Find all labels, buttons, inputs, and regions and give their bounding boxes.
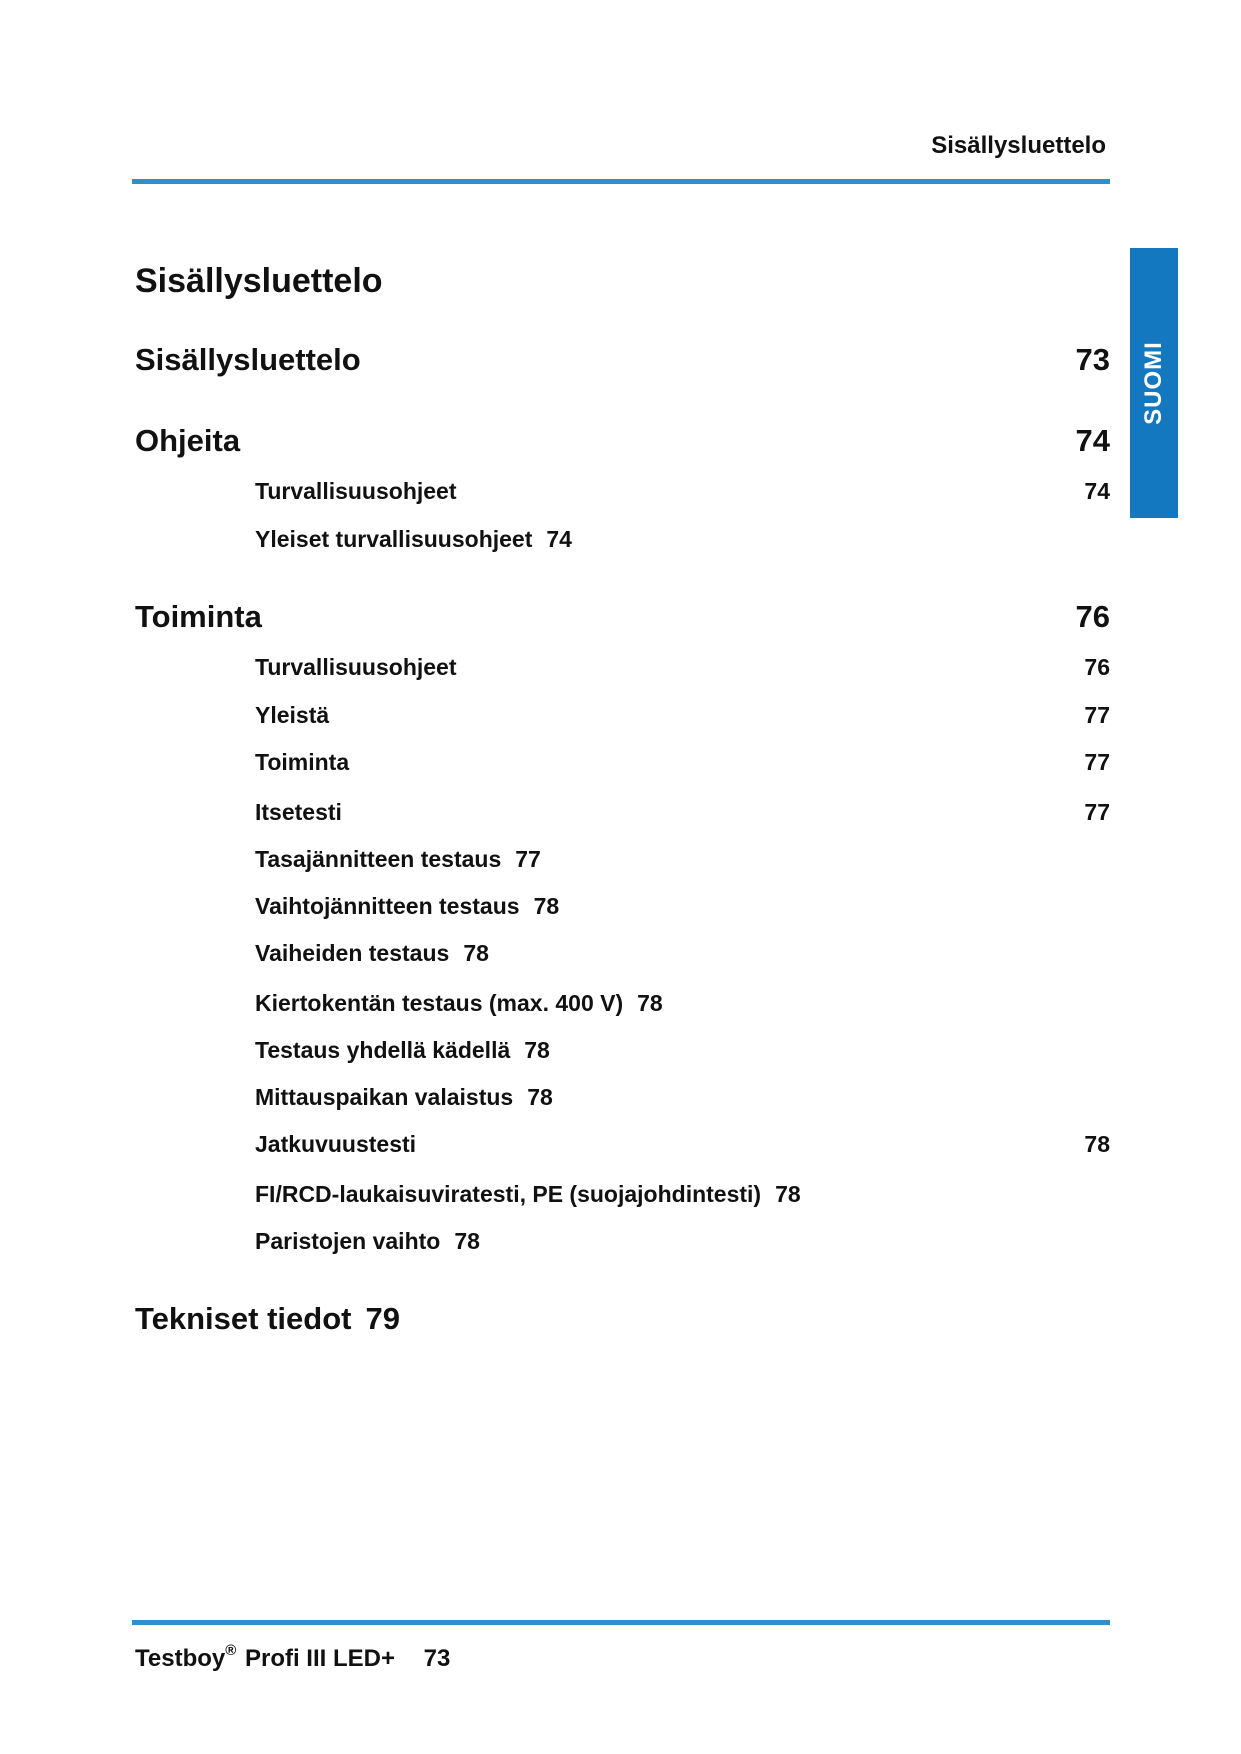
toc-entry[interactable] [135,1301,400,1337]
toc-entry-label: Vaiheiden testaus [255,940,450,966]
toc-entry[interactable] [255,1131,416,1158]
toc-entry-page: 77 [1084,749,1110,775]
toc-entry-label: Testaus yhdellä kädellä [255,1037,511,1063]
toc-entry-label: Sisällysluettelo [135,342,361,377]
toc-entry-label: FI/RCD-laukaisuviratesti, PE (suojajohdintesti) [255,1181,762,1207]
toc-entry-page: 74 [1075,423,1110,458]
toc-entry[interactable] [135,599,262,635]
toc-entry[interactable] [255,1181,801,1208]
toc-entry-page: 78 [775,1181,801,1207]
toc-entry-label: Turvallisuusohjeet [255,654,457,680]
language-tab-label: SUOMI [1140,341,1167,425]
toc-entry-page: 78 [527,1084,553,1110]
toc-entry-page: 77 [1084,799,1110,825]
header-rule [132,179,1110,184]
toc-entry-label: Yleistä [255,702,330,728]
toc-entry[interactable] [255,846,541,873]
toc-entry[interactable] [255,1037,550,1064]
toc-entry-page: 77 [515,846,541,872]
toc-entry-page: 73 [1075,342,1110,377]
toc-entry[interactable] [255,1228,480,1255]
toc-entry[interactable] [255,702,329,729]
toc-entry-label: Itsetesti [255,799,342,825]
toc-entry[interactable] [255,799,342,826]
toc-entry-page: 78 [454,1228,480,1254]
language-tab [1130,248,1178,518]
toc-entry-label: Vaihtojännitteen testaus [255,893,520,919]
toc-entry-page: 74 [1084,478,1110,504]
toc-entry[interactable] [255,749,349,776]
toc-entry[interactable] [255,940,489,967]
toc-entry-label: Ohjeita [135,423,241,458]
toc-entry-page: 77 [1084,702,1110,728]
toc-entry-label: Kiertokentän testaus (max. 400 V) [255,990,624,1016]
footer-brand: Testboy [135,1645,226,1672]
toc-entry-page: 76 [1084,654,1110,680]
toc-entry-label: Yleiset turvallisuusohjeet [255,526,533,552]
running-header: Sisällysluettelo [931,132,1106,159]
toc-entry[interactable] [255,654,457,681]
toc-entry-page: 74 [546,526,572,552]
toc-entry-page: 78 [524,1037,550,1063]
footer-product: Profi III LED+ [244,1645,395,1672]
toc-entry[interactable] [255,893,559,920]
toc-entry[interactable] [255,526,572,553]
footer-rule [132,1620,1110,1625]
toc-entry-label: Mittauspaikan valaistus [255,1084,514,1110]
toc-entry-page: 76 [1075,599,1110,634]
toc-entry-label: Tekniset tiedot [135,1301,352,1336]
toc-entry-label: Paristojen vaihto [255,1228,441,1254]
toc-entry[interactable] [255,990,663,1017]
toc-entry-page: 78 [1084,1131,1110,1157]
toc-entry-page: 78 [463,940,489,966]
toc-entry[interactable] [135,423,240,459]
toc-entry-label: Toiminta [255,749,350,775]
toc-entry-label: Toiminta [135,599,262,634]
toc-entry-page: 78 [533,893,560,919]
page-footer [135,1642,450,1673]
toc-entry-label: Tasajännitteen testaus [255,846,502,872]
toc-entry-label: Turvallisuusohjeet [255,478,457,504]
page-title: Sisällysluettelo [135,262,383,300]
toc-entry-page: 78 [637,990,663,1016]
toc-entry[interactable] [255,1084,553,1111]
toc-entry[interactable] [135,342,361,378]
toc-entry[interactable] [255,478,457,505]
toc-entry-page: 79 [365,1301,400,1336]
toc-entry-label: Jatkuvuustesti [255,1131,417,1157]
footer-page-number: 73 [423,1645,451,1672]
registered-mark: ® [225,1642,237,1659]
